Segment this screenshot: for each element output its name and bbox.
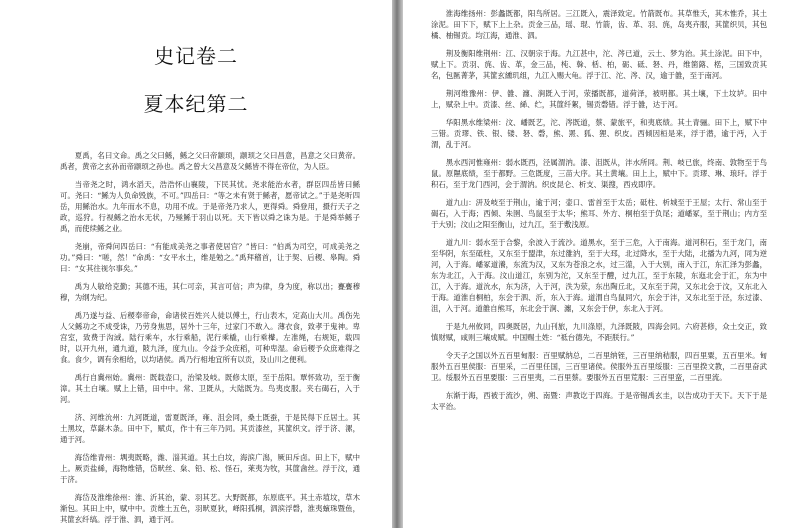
paragraph: 荆河维豫州：伊、雒、瀍、涧既入于河，荥播既都，道荷泽，被明都。其土壤，下土坟垆。田中上，赋杂上中。贡漆、丝、絺、纻，其篚纤絮，锡贡磬错。浮于雒，达于河。 (431, 89, 767, 109)
paragraph: 道九山：汧及岐至于荆山，逾于河；壶口、雷首至于太岳；砥柱、析城至于王屋；太行、常山至于碣石，入于海；西倾、朱圉、鸟鼠至于太华；熊耳、外方、桐柏至于负尾；道嶓冢，至于荆山；内方至于大别；汶山之阳至衡山，过九江，至于敷浅原。 (431, 198, 767, 229)
paragraph: 令天子之国以外五百里甸服：百里赋纳总，二百里纳铚，三百里纳秸服，四百里粟，五百里米。甸服外五百里侯服：百里采，二百里任国，三百里诸侯。侯服外五百里绥服：三百里揆文教，二百里奋武卫。绥服外五百里要服：三百里夷，二百里蔡。要服外五百里荒服：三百里蛮，二百里流。 (431, 351, 767, 382)
chapter-title: 夏本纪第二 (143, 92, 249, 116)
book-gutter (392, 0, 403, 528)
paragraph: 禹为人敏给克勤；其德不违，其仁可亲，其言可信；声为律，身为度，称以出；亹亹穆穆，为纲为纪。 (60, 282, 360, 302)
paragraph: 黑水西河惟雍州：弱水既西，泾属渭汭。漆、沮既从，沣水所同。荆、岐已旅，终南、敦物至于鸟鼠。原隰底绩，至于都野。三危既度，三苗大序。其土黄壤。田上上，赋中下。贡璆、琳、琅玕。浮于积石，至于龙门西河，会于渭汭。织皮昆仑、析支、渠搜，西戎即序。 (431, 158, 767, 189)
paragraph: 东渐于海，西被于流沙，朔、南暨：声教讫于四海。于是帝锡禹玄圭，以告成功于天下。天下于是太平治。 (431, 391, 767, 411)
left-page (0, 0, 392, 528)
right-page-body (431, 8, 767, 419)
paragraph: 禹乃遂与益、后稷奉帝命，命诸侯百姓兴人徒以傅土，行山表木，定高山大川。禹伤先人父鲧功之不成受诛，乃劳身焦思，居外十三年，过家门不敢入。薄衣食，致孝于鬼神。卑宫室，致费于沟淢。陆行乘车，水行乘船，泥行乘橇，山行乘檋。左准绳，右规矩，载四时，以开九州，通九道，陂九泽，度九山。令益予众庶稻，可种卑湿。命后稷予众庶难得之食。食少，调有余相给，以均诸侯。禹乃行相地宜所有以贡，及山川之便利。 (60, 311, 360, 364)
paragraph: 济、河维沇州：九河既道，雷夏既泽，雍、沮会同，桑土既蚕，于是民得下丘居土。其土黑坟，草繇木条。田中下，赋贞，作十有三年乃同。其贡漆丝，其篚织文。浮于济、漯，通于河。 (60, 413, 360, 444)
paragraph: 海岱维青州：堣夷既略，潍、淄其道。其土白坟，海滨广潟，厥田斥卤。田上下，赋中上。厥贡盐絺，海物维错，岱畎丝、枲、铅、松、怪石，莱夷为牧，其篚酓丝。浮于汶，通于济。 (60, 453, 360, 484)
paragraph: 尧崩，帝舜问四岳曰：“有能成美尧之事者使居官？”皆曰：“伯禹为司空，可成美尧之功。”舜曰：“嗟，然！”命禹：“女平水土，维是勉之。”禹拜稽首，让于契、后稷、皋陶。舜曰：“女其往视尔事矣。” (60, 242, 360, 273)
paragraph: 荆及衡阳维荆州：江、汉朝宗于海。九江甚中，沱、涔已道，云土、梦为治。其土涂泥。田下中，赋上下。贡羽、旄、齿、革，金三品，杶、榦、栝、柏，砺、砥、砮、丹，维箘簬、楛，三国致贡其名，包匦菁茅，其篚玄纁玑组，九江入赐大龟。浮于江、沱、涔、汉，逾于雒，至于南河。 (431, 49, 767, 80)
paragraph: 当帝尧之时，鸿水滔天，浩浩怀山襄陵，下民其忧。尧求能治水者，群臣四岳皆曰鲧可。尧曰：“鲧为人负命毁族，不可。”四岳曰：“等之未有贤于鲧者，愿帝试之。”于是尧听四岳，用鲧治水。九年而水不息，功用不成。于是帝尧乃求人，更得舜。舜登用，摄行天子之政，巡狩。行视鲧之治水无状，乃殛鲧于羽山以死。天下皆以舜之诛为是。于是舜举鲧子禹，而使续鲧之业。 (60, 180, 360, 233)
paragraph: 夏禹，名曰文命。禹之父曰鲧，鲧之父曰帝颛顼，颛顼之父曰昌意，昌意之父曰黄帝。禹者，黄帝之玄孙而帝颛顼之孙也。禹之曾大父昌意及父鲧皆不得在帝位，为人臣。 (60, 151, 360, 171)
paragraph: 道九川：弱水至于合黎，余波入于流沙。道黑水，至于三危，入于南海。道河积石，至于龙门，南至华阴，东至砥柱，又东至于盟津，东过雒汭，至于大邳，北过降水，至于大陆，北播为九河，同为逆河，入于海。嶓冢道瀁，东流为汉，又东为苍浪之水，过三澨，入于大别，南入于江，东汇泽为彭蠡，东为北江，入于海。汶山道江，东别为沱，又东至于醴，过九江，至于东陵，东迤北会于汇，东为中江，入于海。道沇水，东为济，入于河，泆为荥，东出陶丘北，又东至于菏，又东北会于汶，又东北入于海。道淮自桐柏，东会于泗、沂，东入于海。道渭自鸟鼠同穴，东会于沣，又东北至于泾，东过漆、沮，入于河。道雒自熊耳，东北会于涧、瀍，又东会于伊，东北入于河。 (431, 238, 767, 313)
paragraph: 华阳黑水维梁州：汶、嶓既艺，沱、涔既道，蔡、蒙旅平，和夷底绩。其土青骊。田下上，赋下中三错。贡璆、铁、银、镂、砮、磬，熊、罴、狐、狸、织皮。西倾因桓是来，浮于潜，逾于沔，入于渭，乱于河。 (431, 118, 767, 149)
paragraph: 禹行自冀州始。冀州：既载壶口，治梁及岐。既修太原，至于岳阳。覃怀致功，至于衡漳。其土白壤。赋上上错，田中中。常、卫既从，大陆既为。鸟夷皮服。夹右碣石，入于河。 (60, 373, 360, 404)
paragraph: 淮海维扬州：彭蠡既都，阳鸟所居。三江既入，震泽致定。竹箭既布。其草惟夭，其木惟乔，其土涂泥。田下下，赋下上上杂。贡金三品，瑶、琨、竹箭，齿、革、羽、旄，岛夷卉服，其篚织贝，其包橘、柚锡贡。均江海，通淮、泗。 (431, 9, 767, 40)
right-page (403, 0, 797, 528)
paragraph: 海岱及淮维徐州：淮、沂其治，蒙、羽其艺。大野既都，东原底平。其土赤埴坟，草木渐包。其田上中，赋中中。贡维土五色，羽畎夏狄，峄阳孤桐，泗滨浮磬，淮夷蠙珠暨鱼，其篚玄纤缟。浮于淮、泗，通于河。 (60, 493, 360, 524)
paragraph: 于是九州攸同，四奥既居，九山刊旅，九川涤原，九泽既陂，四海会同。六府甚修，众土交正，致慎财赋，咸则三壤成赋。中国赐土姓：“祗台德先，不距朕行。” (431, 322, 767, 342)
volume-title: 史记卷二 (154, 44, 238, 68)
left-page-body (60, 150, 360, 528)
